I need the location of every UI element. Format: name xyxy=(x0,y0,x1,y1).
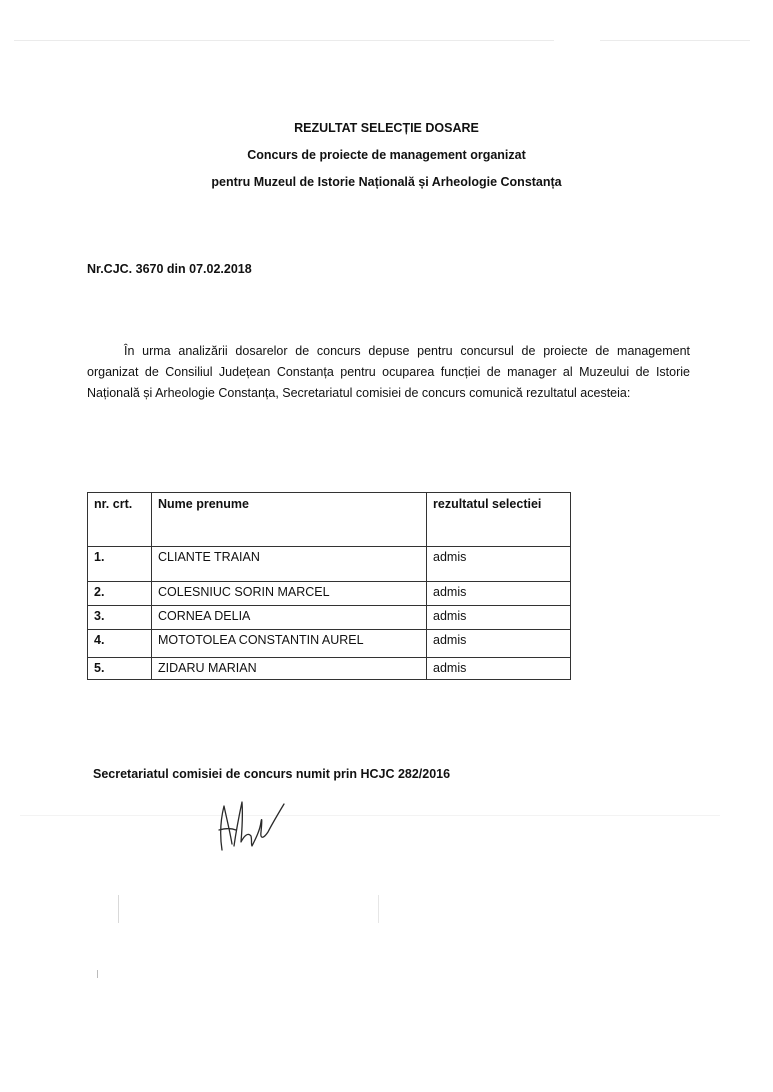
column-header-name: Nume prenume xyxy=(152,493,427,547)
scan-artifact-top-right xyxy=(600,40,750,41)
selection-result: admis xyxy=(427,658,571,680)
row-number: 5. xyxy=(88,658,152,680)
handwritten-signature-icon xyxy=(212,792,292,854)
candidate-name: CLIANTE TRAIAN xyxy=(152,547,427,582)
scan-mark-corner xyxy=(97,970,98,978)
selection-result: admis xyxy=(427,547,571,582)
table-row xyxy=(88,630,571,658)
column-header-result: rezultatul selectiei xyxy=(427,493,571,547)
candidate-name: CORNEA DELIA xyxy=(152,606,427,630)
scan-artifact-bottom xyxy=(20,815,720,816)
table-row xyxy=(88,547,571,582)
scan-mark-left xyxy=(118,895,119,923)
table-header-row xyxy=(88,493,571,547)
candidate-name: MOTOTOLEA CONSTANTIN AUREL xyxy=(152,630,427,658)
row-number: 3. xyxy=(88,606,152,630)
candidate-name: ZIDARU MARIAN xyxy=(152,658,427,680)
results-table xyxy=(87,492,571,680)
table-row xyxy=(88,606,571,630)
selection-result: admis xyxy=(427,606,571,630)
secretariat-signature-line: Secretariatul comisiei de concurs numit prin HCJC 282/2016 xyxy=(93,767,451,781)
reference-number: Nr.CJC. 3670 din 07.02.2018 xyxy=(87,262,252,276)
selection-result: admis xyxy=(427,630,571,658)
candidate-name: COLESNIUC SORIN MARCEL xyxy=(152,582,427,606)
document-subtitle-institution: pentru Muzeul de Istorie Națională și Arheologie Constanța xyxy=(211,175,562,189)
scan-artifact-top xyxy=(14,40,554,41)
row-number: 2. xyxy=(88,582,152,606)
document-title: REZULTAT SELECȚIE DOSARE xyxy=(294,121,479,135)
column-header-nr: nr. crt. xyxy=(88,493,152,547)
row-number: 4. xyxy=(88,630,152,658)
intro-paragraph: În urma analizării dosarelor de concurs depuse pentru concursul de proiecte de management organizat de Consiliul Județean Constanța pentru ocuparea funcției de manager al Muzeului de Istorie Națională și Arheologie Constanța, Secretariatul comisiei de concurs comunică rezultatul acesteia: xyxy=(87,344,690,400)
table-row xyxy=(88,582,571,606)
scan-mark-right xyxy=(378,895,379,923)
document-subtitle: Concurs de proiecte de management organizat xyxy=(247,148,526,162)
row-number: 1. xyxy=(88,547,152,582)
table-row xyxy=(88,658,571,680)
selection-result: admis xyxy=(427,582,571,606)
